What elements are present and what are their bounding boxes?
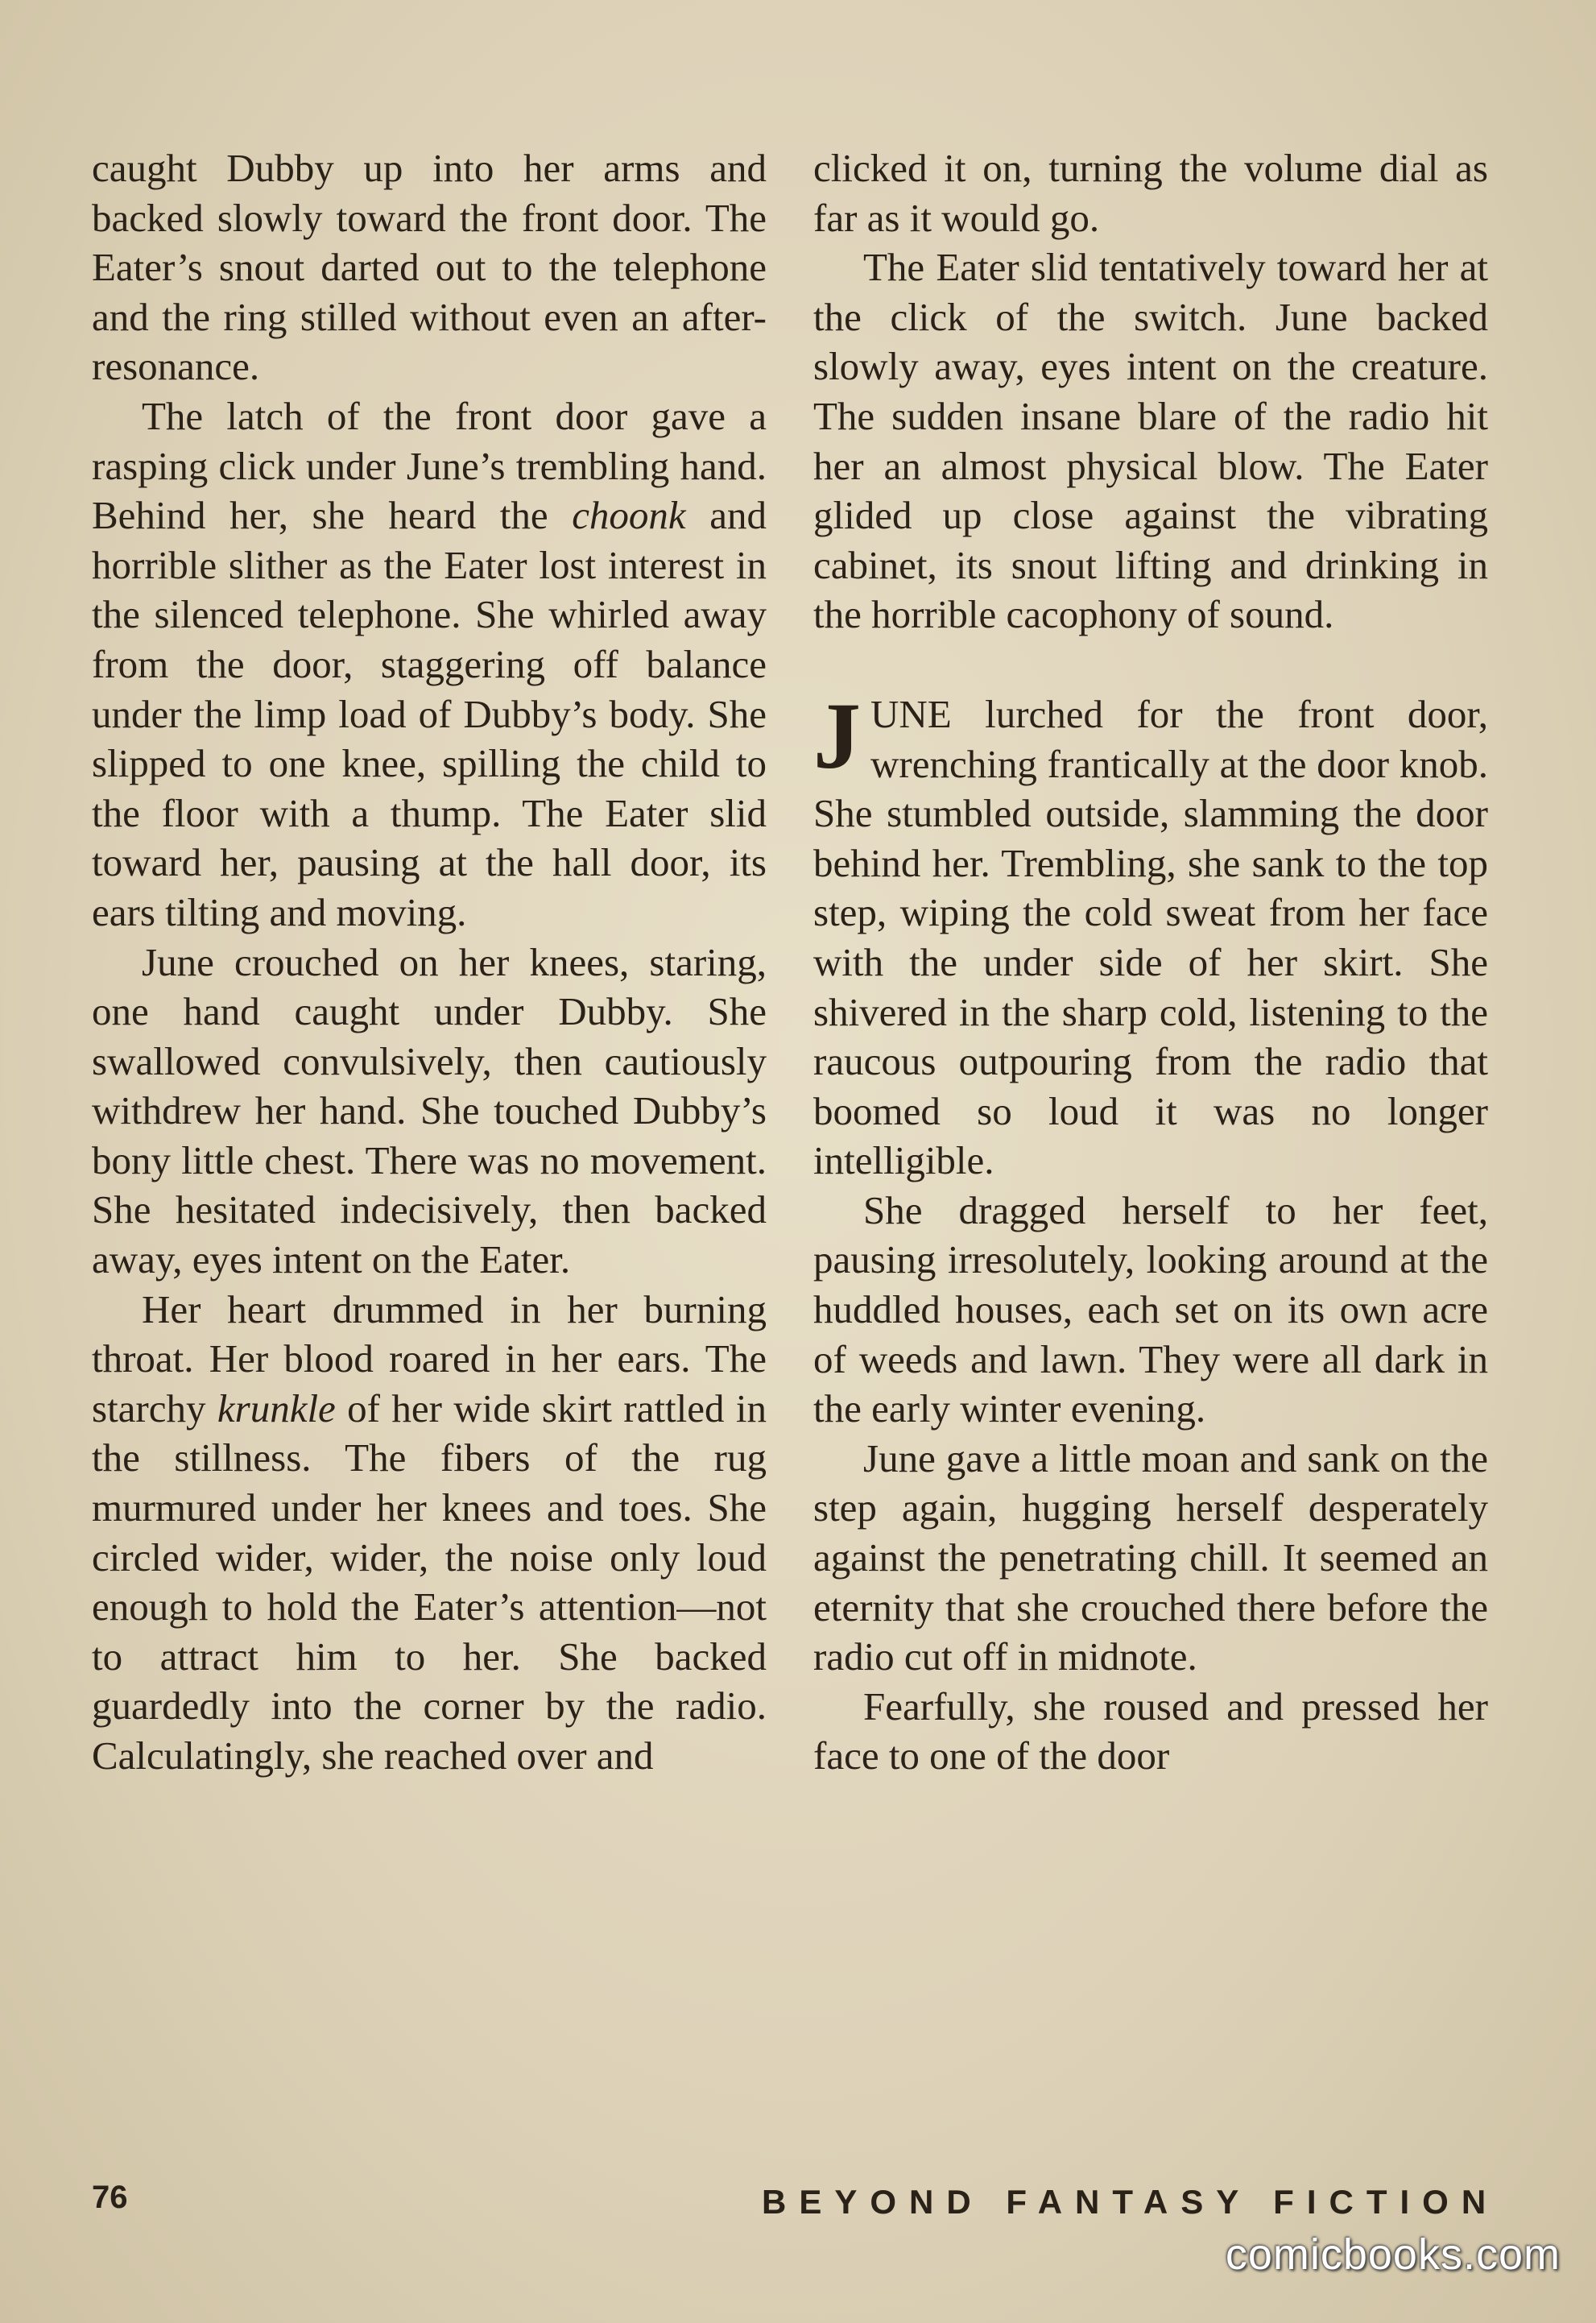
text-run: and horrible slither as the Eater lost interest in the silenced telephone. She whirled away from the door, staggering off balance under the limp load of Dubby’s body. She slipped to one knee, spilling the child to the floor with a thump. The Eater slid toward her, pausing at the hall door, its ears tilting and moving.	[92, 493, 767, 934]
paragraph-right-dropcap	[813, 682, 1488, 1186]
right-column	[813, 143, 1488, 1781]
text-run: lurched for the front door, wrenching frantically at the door knob. She stumbled outside, slamming the door behind her. Trembling, she sank to the top step, wiping the cold sweat from her face with the under side of her skirt. She shivered in the sharp cold, listening to the raucous outpouring from the radio that boomed so loud it was no longer intelligible.	[813, 691, 1488, 1183]
paragraph-right-3: She dragged herself to her feet, pausing irresolutely, looking around at the huddled houses, each set on its own acre of weeds and lawn. They were all dark in the early winter evening.	[813, 1187, 1488, 1431]
paragraph-right-5: Fearfully, she roused and pressed her face to one of the door	[813, 1683, 1488, 1778]
text-run: The latch of the front door gave a rasping click under June’s trembling hand. Behind her, she heard the	[92, 393, 767, 538]
watermark: comicbooks.com	[1225, 2230, 1561, 2279]
text-run: Her heart drummed in her burning throat. Her blood roared in her ears. The starchy	[92, 1286, 767, 1431]
paragraph-right-1: The Eater slid tentatively toward her at the click of the switch. June backed slowly away, eyes intent on the creature. The sudden insane blare of the radio hit her an almost physical blow. The Eater glided up close against the vibrating cabinet, its snout lifting and drinking in the horrible cacophony of sound.	[813, 245, 1488, 637]
paragraph-right-4: June gave a little moan and sank on the step again, hugging herself desperately against the penetrating chill. It seemed an eternity that she crouched there before the radio cut off in midnote.	[813, 1435, 1488, 1679]
page-number: 76	[92, 2180, 128, 2215]
paragraph-left-1	[92, 391, 767, 938]
paragraph-left-2: June crouched on her knees, staring, one hand caught under Dubby. She swallowed convulsively, then cautiously withdrew her hand. She touched Dubby’s bony little chest. There was no movement. She hesitated indecisively, then backed away, eyes intent on the Eater.	[92, 939, 767, 1282]
drop-cap-lead: UNE	[870, 691, 952, 736]
italic-sound-word: choonk	[572, 493, 686, 538]
italic-sound-word: krunkle	[217, 1385, 336, 1431]
paragraph-left-3	[92, 1285, 767, 1781]
running-footer-title: BEYOND FANTASY FICTION	[762, 2183, 1499, 2221]
drop-cap-initial: J	[813, 682, 861, 789]
left-column	[92, 143, 767, 1781]
text-run: of her wide skirt rattled in the stillness. The fibers of the rug murmured under her knees and toes. She circled wider, wider, the noise only loud enough to hold the Eater’s attention—not to attract him to her. She backed guardedly into the corner by the radio. Calculatingly, she reached over and	[92, 1385, 767, 1778]
paragraph-left-0: caught Dubby up into her arms and backed slowly toward the front door. The Eater’s snout darted out to the telephone and the ring stilled without even an after-resonance.	[92, 146, 767, 389]
paragraph-right-0: clicked it on, turning the volume dial as far as it would go.	[813, 146, 1488, 240]
